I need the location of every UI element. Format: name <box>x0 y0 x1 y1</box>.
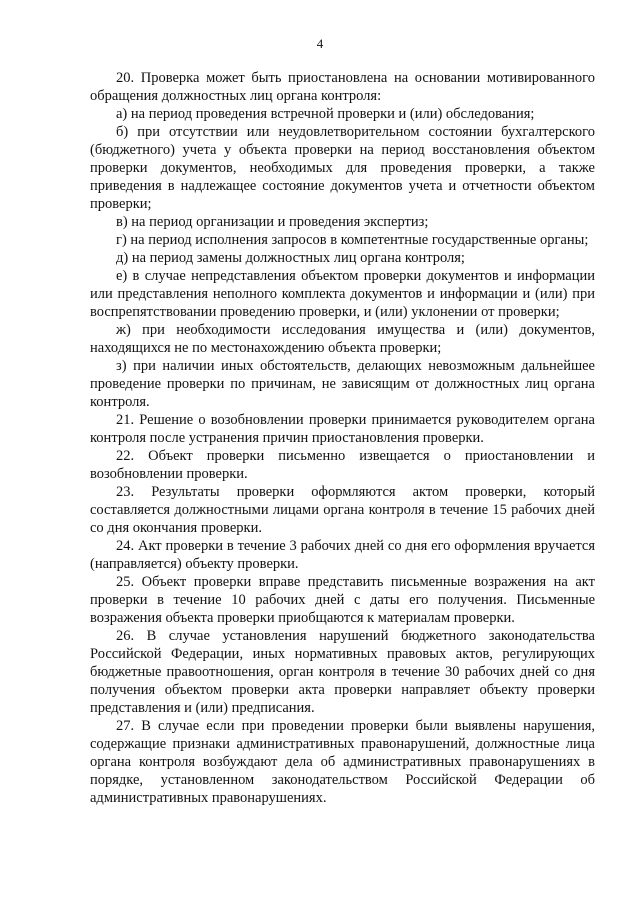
paragraph-20v: в) на период организации и проведения экспертиз; <box>116 214 429 230</box>
paragraph-20d: д) на период замены должностных лиц органа контроля; <box>116 250 465 266</box>
paragraph-20b: б) при отсутствии или неудовлетворительном состоянии бухгалтерского (бюджетного) учета у объекта проверки на период восстановления объектом проверки документов, необходимых для проведения проверки, а также приведения в надлежащее состояние документов учета и отчетности объектом проверки; <box>90 124 595 212</box>
paragraph-20g: г) на период исполнения запросов в компетентные государственные органы; <box>116 232 589 248</box>
paragraph-20e: е) в случае непредставления объектом проверки документов и информации или представления неполного комплекта документов и информации и (или) при воспрепятствовании проведению проверки, и (или) уклонении от проверки; <box>90 268 595 320</box>
paragraph-20zh: ж) при необходимости исследования имущества и (или) документов, находящихся не по местонахождению объекта проверки; <box>90 322 595 356</box>
paragraph-24: 24. Акт проверки в течение 3 рабочих дней со дня его оформления вручается (направляется) объекту проверки. <box>90 538 595 572</box>
paragraph-23: 23. Результаты проверки оформляются актом проверки, который составляется должностными лицами органа контроля в течение 15 рабочих дней со дня окончания проверки. <box>90 484 595 536</box>
paragraph-20: 20. Проверка может быть приостановлена на основании мотивированного обращения должностных лиц органа контроля: <box>90 70 595 104</box>
paragraph-25: 25. Объект проверки вправе представить письменные возражения на акт проверки в течение 10 рабочих дней с даты его получения. Письменные возражения объекта проверки приобщаются к материалам проверки. <box>90 574 595 626</box>
paragraph-27: 27. В случае если при проведении проверки были выявлены нарушения, содержащие признаки административных правонарушений, должностные лица органа контроля возбуждают дела об административных правонарушениях в порядке, установленном законодательством Российской Федерации об административных правонарушениях. <box>90 718 595 806</box>
paragraph-22: 22. Объект проверки письменно извещается о приостановлении и возобновлении проверки. <box>90 448 595 482</box>
page-number: 4 <box>316 36 324 51</box>
paragraph-20a: а) на период проведения встречной проверки и (или) обследования; <box>116 106 535 122</box>
paragraph-26: 26. В случае установления нарушений бюджетного законодательства Российской Федерации, иных нормативных правовых актов, регулирующих бюджетные правоотношения, орган контроля в течение 30 рабочих дней со дня получения объектом проверки акта проверки направляет объекту проверки представления и (или) предписания. <box>90 628 595 716</box>
document-body <box>90 69 595 807</box>
paragraph-21: 21. Решение о возобновлении проверки принимается руководителем органа контроля после устранения причин приостановления проверки. <box>90 412 595 446</box>
paragraph-20z: з) при наличии иных обстоятельств, делающих невозможным дальнейшее проведение проверки по причинам, не зависящим от должностных лиц органа контроля. <box>90 358 595 410</box>
